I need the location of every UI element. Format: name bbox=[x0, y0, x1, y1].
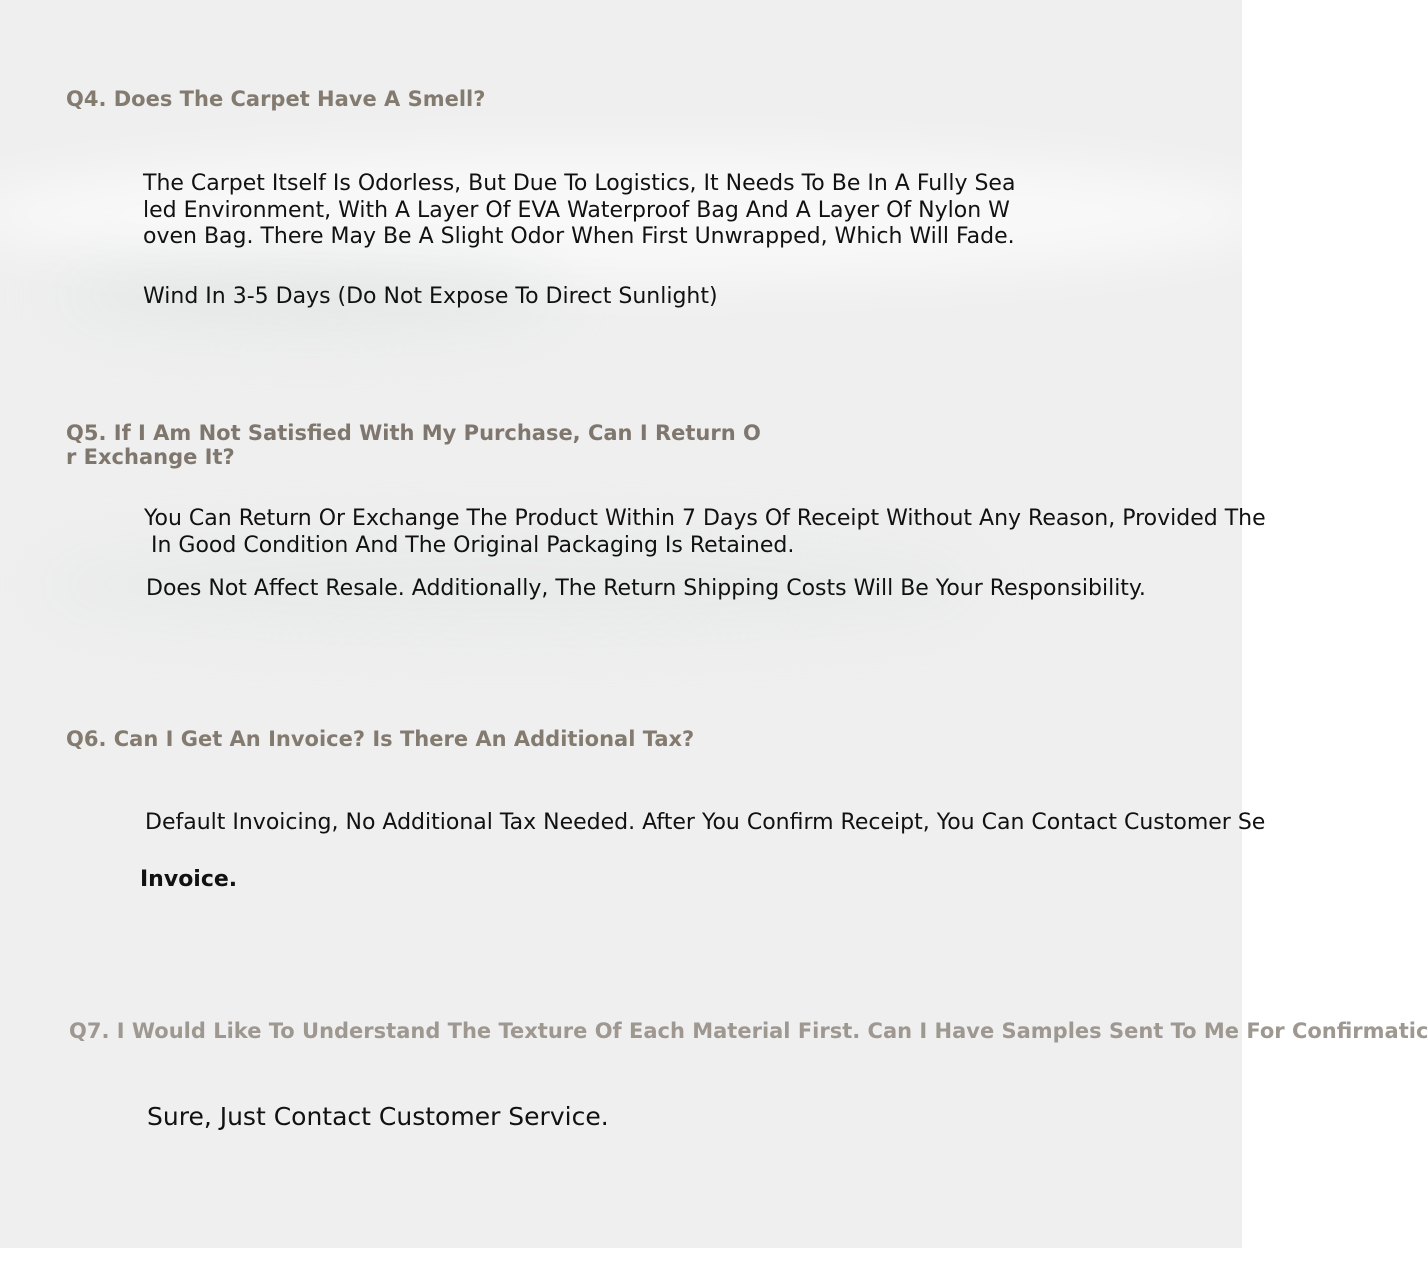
faq-answer-q7-paragraph: Sure, Just Contact Customer Service. bbox=[147, 1102, 609, 1131]
faq-answer-q6-paragraph: Invoice. bbox=[140, 867, 238, 892]
faq-question-q6: Q6. Can I Get An Invoice? Is There An Additional Tax? bbox=[66, 727, 695, 751]
faq-answer-q5-paragraph: Does Not Affect Resale. Additionally, The Return Shipping Costs Will Be Your Responsibility. bbox=[146, 576, 1146, 601]
faq-answer-q4-paragraph: The Carpet Itself Is Odorless, But Due To Logistics, It Needs To Be In A Fully Sea led Environment, With A Layer Of EVA Waterproof Bag And A Layer Of Nylon W oven Bag. There May Be A Slight Odor When First Unwrapped, Which Will Fade. bbox=[143, 171, 1016, 249]
faq-question-q7: Q7. I Would Like To Understand The Texture Of Each Material First. Can I Have Samples Sent To Me For Confirmatic bbox=[69, 1019, 1428, 1043]
faq-answer-q5-paragraph: You Can Return Or Exchange The Product Within 7 Days Of Receipt Without Any Reason, Provided The In Good Condition And The Original Packaging Is Retained. bbox=[144, 506, 1266, 558]
faq-question-q4: Q4. Does The Carpet Have A Smell? bbox=[66, 87, 486, 111]
faq-answer-q4-paragraph: Wind In 3-5 Days (Do Not Expose To Direct Sunlight) bbox=[143, 284, 718, 309]
faq-answer-q6-paragraph: Default Invoicing, No Additional Tax Needed. After You Confirm Receipt, You Can Contact Customer Se bbox=[145, 810, 1266, 835]
faq-question-q5: Q5. If I Am Not Satisfied With My Purchase, Can I Return O r Exchange It? bbox=[66, 421, 761, 469]
